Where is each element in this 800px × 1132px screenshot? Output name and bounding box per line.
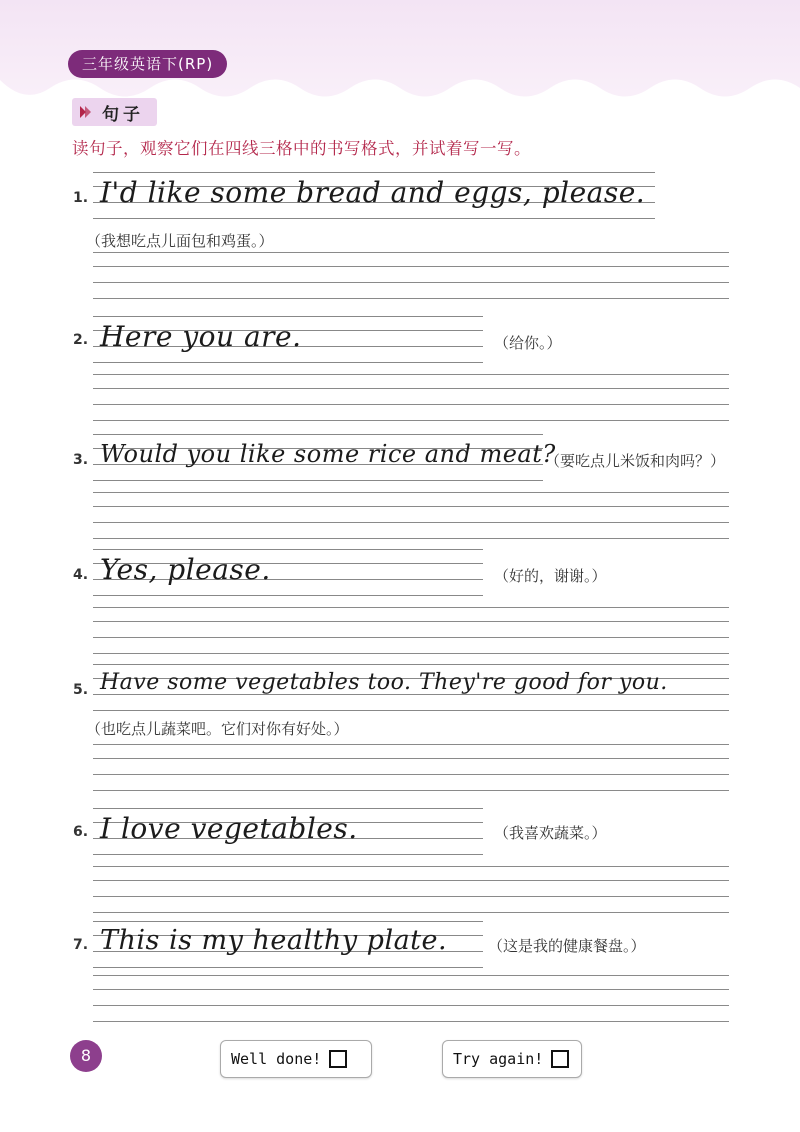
sentence-chinese: （要吃点儿米饭和肉吗？） — [545, 452, 726, 470]
book-label: 三年级英语下(RP) — [68, 50, 227, 78]
section-title: 句子 — [102, 104, 144, 125]
well-done-checkbox[interactable] — [220, 1040, 372, 1078]
sentence-number: 6. — [73, 824, 89, 840]
sentence-english: Here you are. — [100, 320, 302, 353]
sentence-chinese: （也吃点儿蔬菜吧。它们对你有好处。） — [86, 720, 349, 738]
try-again-label: Try again! — [453, 1050, 544, 1068]
sentence-english: I'd like some bread and eggs, please. — [100, 176, 646, 209]
checkbox-square-icon[interactable] — [329, 1050, 347, 1068]
sentence-english: I love vegetables. — [100, 812, 358, 845]
try-again-checkbox[interactable] — [442, 1040, 582, 1078]
sentence-number: 5. — [73, 682, 89, 698]
sentence-chinese: （给你。） — [494, 334, 562, 352]
sentence-chinese: （我喜欢蔬菜。） — [494, 824, 607, 842]
section-tag — [72, 98, 157, 126]
sentence-english: Would you like some rice and meat? — [100, 440, 556, 468]
play-arrow-icon — [78, 103, 96, 121]
sentence-chinese: （这是我的健康餐盘。） — [488, 937, 646, 955]
sentence-english: Have some vegetables too. They're good for you. — [100, 670, 668, 695]
sentence-english: This is my healthy plate. — [100, 925, 448, 956]
sentence-number: 7. — [73, 937, 89, 953]
sentence-english: Yes, please. — [100, 553, 271, 586]
sentence-number: 2. — [73, 332, 89, 348]
sentence-number: 4. — [73, 567, 89, 583]
instruction-text: 读句子，观察它们在四线三格中的书写格式，并试着写一写。 — [72, 139, 531, 158]
sentence-number: 3. — [73, 452, 89, 468]
sentence-number: 1. — [73, 190, 89, 206]
sentence-chinese: （好的，谢谢。） — [494, 567, 607, 585]
page-number: 8 — [70, 1040, 102, 1072]
sentence-chinese: （我想吃点儿面包和鸡蛋。） — [86, 232, 274, 250]
checkbox-square-icon[interactable] — [551, 1050, 569, 1068]
well-done-label: Well done! — [231, 1050, 322, 1068]
